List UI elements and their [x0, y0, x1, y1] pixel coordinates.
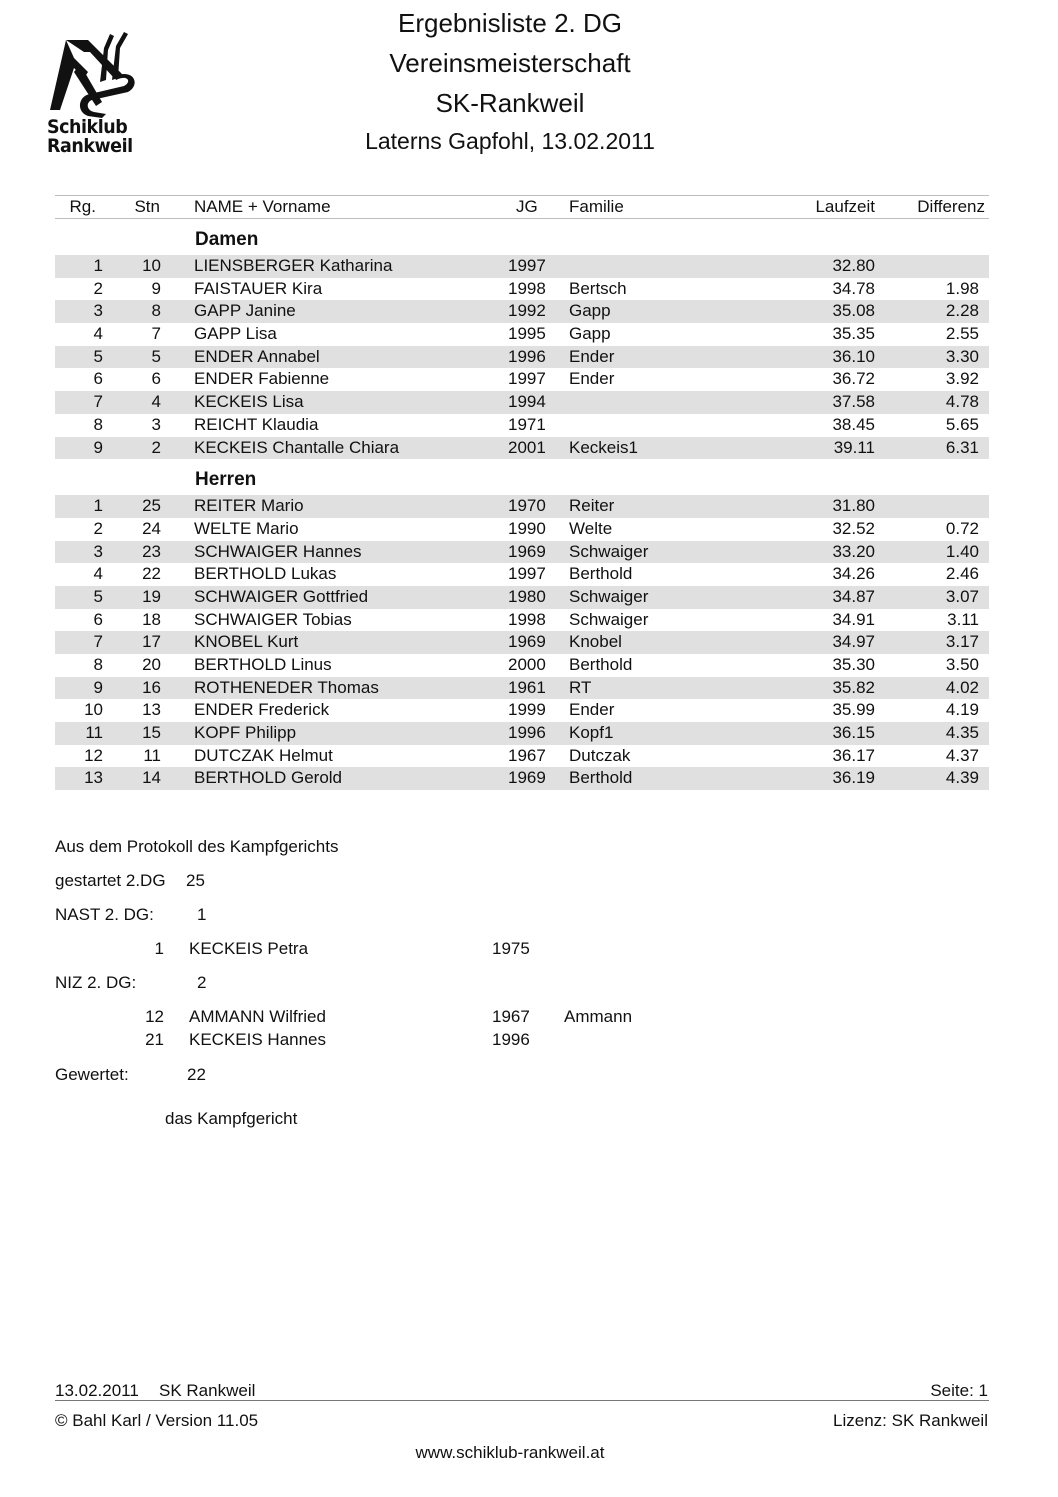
cell-name: KECKEIS Chantalle Chiara: [194, 437, 400, 457]
cell-start-number: 13: [142, 700, 161, 720]
cell-birth-year: 1990: [508, 518, 546, 538]
cell-name: SCHWAIGER Tobias: [194, 609, 352, 629]
table-row: [55, 437, 989, 460]
footer-divider: [55, 1400, 989, 1401]
protocol-family: Ammann: [564, 1007, 633, 1026]
cell-start-number: 2: [151, 437, 161, 457]
table-row: [55, 541, 989, 564]
cell-run-time: 36.10: [832, 346, 875, 366]
cell-rank: 7: [93, 632, 103, 652]
rated-value: 22: [187, 1065, 206, 1084]
logo-text-line1: Schiklub: [47, 116, 128, 138]
cell-name: FAISTAUER Kira: [194, 278, 323, 298]
cell-rank: 3: [93, 541, 103, 561]
cell-rank: 4: [93, 564, 103, 584]
cell-difference: 3.50: [945, 655, 979, 674]
cell-name: REICHT Klaudia: [194, 414, 319, 434]
cell-run-time: 33.20: [832, 541, 875, 561]
cell-family: Ender: [569, 700, 615, 720]
cell-run-time: 35.08: [832, 301, 875, 321]
cell-name: KNOBEL Kurt: [194, 632, 299, 652]
footer-club: SK Rankweil: [159, 1381, 256, 1400]
group-header: [55, 219, 989, 255]
cell-start-number: 4: [151, 392, 161, 412]
cell-birth-year: 1999: [508, 700, 546, 720]
cell-run-time: 32.80: [832, 256, 875, 275]
table-row: [55, 631, 989, 654]
cell-rank: 2: [93, 518, 103, 538]
protocol-name: KECKEIS Petra: [189, 939, 309, 958]
group-header: [55, 459, 989, 495]
cell-family: Schwaiger: [569, 541, 649, 561]
cell-rank: 11: [85, 723, 103, 743]
cell-birth-year: 2000: [508, 655, 546, 674]
cell-birth-year: 2001: [508, 437, 546, 457]
cell-run-time: 35.30: [832, 655, 875, 674]
cell-run-time: 32.52: [832, 518, 875, 538]
cell-family: Kopf1: [569, 723, 614, 743]
table-row: [55, 609, 989, 632]
rated-label: Gewertet:: [55, 1065, 129, 1084]
cell-run-time: 35.99: [832, 700, 875, 720]
cell-birth-year: 1980: [508, 586, 546, 606]
cell-family: Schwaiger: [569, 609, 649, 629]
cell-name: ENDER Fabienne: [194, 369, 330, 389]
cell-birth-year: 1969: [508, 632, 546, 652]
page-title: Ergebnisliste 2. DG: [398, 8, 622, 38]
column-header-birth-year: JG: [516, 197, 538, 216]
cell-difference: 0.72: [945, 518, 979, 538]
cell-family: Berthold: [569, 768, 633, 788]
protocol-birth-year: 1975: [492, 939, 530, 958]
location-date: Laterns Gapfohl, 13.02.2011: [365, 128, 655, 154]
cell-rank: 1: [93, 496, 103, 516]
cell-difference: 3.11: [947, 609, 979, 629]
table-row: [55, 255, 989, 278]
cell-run-time: 36.17: [832, 745, 875, 765]
cell-difference: 2.46: [945, 564, 979, 584]
cell-name: SCHWAIGER Gottfried: [194, 586, 369, 606]
cell-run-time: 36.15: [832, 723, 875, 743]
cell-start-number: 3: [151, 414, 161, 434]
cell-rank: 12: [84, 745, 103, 765]
cell-start-number: 11: [143, 745, 161, 765]
cell-difference: 2.55: [945, 324, 979, 344]
cell-birth-year: 1998: [508, 609, 546, 629]
cell-run-time: 36.19: [832, 768, 875, 788]
started-label: gestartet 2.DG: [55, 871, 166, 890]
cell-difference: 4.02: [945, 677, 979, 697]
cell-run-time: 39.11: [833, 437, 875, 457]
cell-rank: 13: [84, 768, 103, 788]
column-header-name: NAME + Vorname: [194, 197, 331, 216]
table-row: [55, 767, 989, 790]
cell-difference: 2.28: [945, 301, 979, 321]
cell-start-number: 24: [142, 518, 161, 538]
cell-start-number: 15: [142, 723, 161, 743]
cell-start-number: 9: [151, 278, 161, 298]
cell-birth-year: 1996: [508, 723, 546, 743]
cell-start-number: 20: [142, 655, 161, 674]
group-label: Damen: [195, 229, 259, 250]
table-row: [55, 563, 989, 586]
page-number: Seite: 1: [930, 1381, 988, 1400]
cell-birth-year: 1969: [508, 541, 546, 561]
cell-name: REITER Mario: [194, 496, 304, 516]
cell-birth-year: 1995: [508, 324, 546, 344]
signature: das Kampfgericht: [165, 1109, 298, 1128]
cell-name: KOPF Philipp: [194, 723, 297, 743]
table-row: [55, 323, 989, 346]
cell-rank: 1: [93, 256, 103, 275]
cell-difference: 5.65: [945, 414, 979, 434]
cell-birth-year: 1994: [508, 392, 546, 412]
cell-start-number: 23: [142, 541, 161, 561]
cell-name: WELTE Mario: [194, 518, 299, 538]
column-header-family: Familie: [569, 197, 624, 216]
cell-difference: 1.98: [945, 278, 979, 298]
cell-difference: 4.19: [945, 700, 979, 720]
page-subtitle: Vereinsmeisterschaft: [389, 48, 631, 78]
cell-start-number: 18: [142, 609, 161, 629]
cell-difference: 4.35: [945, 723, 979, 743]
cell-difference: 1.40: [945, 541, 979, 561]
niz-label: NIZ 2. DG:: [55, 973, 137, 992]
table-row: [55, 677, 989, 700]
cell-name: GAPP Janine: [194, 301, 296, 321]
protocol-birth-year: 1967: [492, 1007, 530, 1026]
cell-difference: 4.37: [945, 745, 979, 765]
results-table: [55, 195, 989, 790]
cell-family: Reiter: [569, 496, 615, 516]
protocol-name: KECKEIS Hannes: [189, 1030, 327, 1049]
license: Lizenz: SK Rankweil: [833, 1411, 988, 1430]
protocol-birth-year: 1996: [492, 1030, 530, 1049]
table-row: [55, 722, 989, 745]
cell-birth-year: 1969: [508, 768, 546, 788]
table-row: [55, 391, 989, 414]
cell-name: GAPP Lisa: [194, 324, 277, 344]
table-row: [55, 586, 989, 609]
cell-name: LIENSBERGER Katharina: [194, 256, 393, 275]
cell-birth-year: 1992: [508, 301, 546, 321]
cell-family: Schwaiger: [569, 586, 649, 606]
cell-difference: 3.30: [945, 346, 979, 366]
cell-run-time: 38.45: [832, 414, 875, 434]
cell-birth-year: 1971: [508, 414, 546, 434]
cell-start-number: 19: [142, 586, 161, 606]
table-row: [55, 518, 989, 541]
cell-family: Ender: [569, 346, 615, 366]
cell-name: SCHWAIGER Hannes: [194, 541, 362, 561]
cell-run-time: 34.26: [832, 564, 875, 584]
cell-birth-year: 1970: [508, 496, 546, 516]
cell-family: Gapp: [569, 324, 611, 344]
table-header: [55, 195, 989, 219]
cell-start-number: 14: [142, 768, 161, 788]
cell-rank: 4: [93, 324, 103, 344]
cell-rank: 5: [93, 346, 103, 366]
cell-rank: 8: [93, 414, 103, 434]
cell-difference: 3.17: [945, 632, 979, 652]
cell-start-number: 10: [142, 256, 161, 275]
cell-birth-year: 1997: [508, 256, 546, 275]
column-header-difference: Differenz: [917, 197, 985, 216]
cell-name: BERTHOLD Lukas: [194, 564, 337, 584]
cell-start-number: 8: [151, 301, 161, 321]
group-label: Herren: [195, 469, 257, 491]
cell-name: KECKEIS Lisa: [194, 392, 304, 412]
cell-birth-year: 1961: [508, 677, 546, 697]
cell-rank: 2: [93, 278, 103, 298]
table-row: [55, 300, 989, 323]
table-body: [55, 219, 989, 790]
cell-start-number: 5: [151, 346, 161, 366]
cell-rank: 9: [93, 437, 103, 457]
cell-name: ROTHENEDER Thomas: [194, 677, 379, 697]
cell-run-time: 36.72: [832, 369, 875, 389]
club-name: SK-Rankweil: [435, 88, 585, 118]
table-row: [55, 278, 989, 301]
cell-start-number: 6: [151, 369, 161, 389]
logo-text-line2: Rankweil: [47, 135, 133, 157]
cell-family: Berthold: [569, 655, 633, 674]
table-row: [55, 699, 989, 722]
cell-difference: 3.07: [945, 586, 979, 606]
cell-family: RT: [569, 677, 592, 697]
nast-value: 1: [197, 905, 207, 924]
niz-value: 2: [197, 973, 207, 992]
cell-run-time: 34.91: [832, 609, 875, 629]
protocol-start-number: 1: [154, 939, 164, 958]
cell-run-time: 35.35: [832, 324, 875, 344]
table-row: [55, 495, 989, 518]
cell-rank: 10: [84, 700, 103, 720]
cell-difference: 4.78: [945, 392, 979, 412]
cell-start-number: 7: [151, 324, 161, 344]
cell-family: Keckeis1: [569, 437, 638, 457]
cell-run-time: 34.78: [832, 278, 875, 298]
cell-name: ENDER Annabel: [194, 346, 320, 366]
cell-family: Gapp: [569, 301, 611, 321]
cell-rank: 6: [93, 609, 103, 629]
column-header-run-time: Laufzeit: [815, 197, 875, 216]
table-row: [55, 654, 989, 677]
cell-family: Knobel: [569, 632, 622, 652]
cell-name: ENDER Frederick: [194, 700, 330, 720]
cell-difference: 6.31: [945, 437, 979, 457]
cell-run-time: 31.80: [832, 496, 875, 516]
cell-start-number: 16: [142, 677, 161, 697]
cell-birth-year: 1996: [508, 346, 546, 366]
cell-family: Welte: [569, 518, 613, 538]
cell-start-number: 25: [142, 496, 161, 516]
protocol-heading: Aus dem Protokoll des Kampfgerichts: [55, 837, 339, 856]
table-row: [55, 368, 989, 391]
cell-birth-year: 1998: [508, 278, 546, 298]
nast-label: NAST 2. DG:: [55, 905, 154, 924]
footer-date: 13.02.2011: [55, 1381, 139, 1400]
cell-name: BERTHOLD Gerold: [194, 768, 343, 788]
cell-family: Ender: [569, 369, 615, 389]
protocol-name: AMMANN Wilfried: [189, 1007, 326, 1026]
cell-difference: 4.39: [945, 768, 979, 788]
table-row: [55, 414, 989, 437]
started-value: 25: [186, 871, 205, 890]
cell-rank: 8: [93, 655, 103, 674]
protocol-start-number: 12: [145, 1007, 164, 1026]
cell-run-time: 35.82: [832, 677, 875, 697]
column-header-start-number: Stn: [134, 197, 160, 216]
cell-run-time: 37.58: [832, 392, 875, 412]
cell-rank: 7: [93, 392, 103, 412]
column-header-rank: Rg.: [69, 197, 96, 216]
copyright: © Bahl Karl / Version 11.05: [55, 1411, 259, 1430]
cell-family: Berthold: [569, 564, 633, 584]
cell-run-time: 34.97: [832, 632, 875, 652]
cell-family: Dutczak: [569, 745, 631, 765]
cell-rank: 3: [93, 301, 103, 321]
cell-rank: 6: [93, 369, 103, 389]
protocol-start-number: 21: [145, 1030, 164, 1049]
cell-birth-year: 1997: [508, 564, 546, 584]
website-link[interactable]: www.schiklub-rankweil.at: [415, 1443, 605, 1462]
cell-family: Bertsch: [569, 278, 627, 298]
cell-name: DUTCZAK Helmut: [194, 745, 333, 765]
cell-run-time: 34.87: [832, 586, 875, 606]
cell-start-number: 17: [142, 632, 161, 652]
cell-rank: 5: [93, 586, 103, 606]
table-row: [55, 745, 989, 768]
cell-birth-year: 1997: [508, 369, 546, 389]
table-row: [55, 346, 989, 369]
cell-rank: 9: [93, 677, 103, 697]
cell-difference: 3.92: [945, 369, 979, 389]
cell-birth-year: 1967: [508, 745, 546, 765]
cell-name: BERTHOLD Linus: [194, 655, 332, 674]
cell-start-number: 22: [142, 564, 161, 584]
